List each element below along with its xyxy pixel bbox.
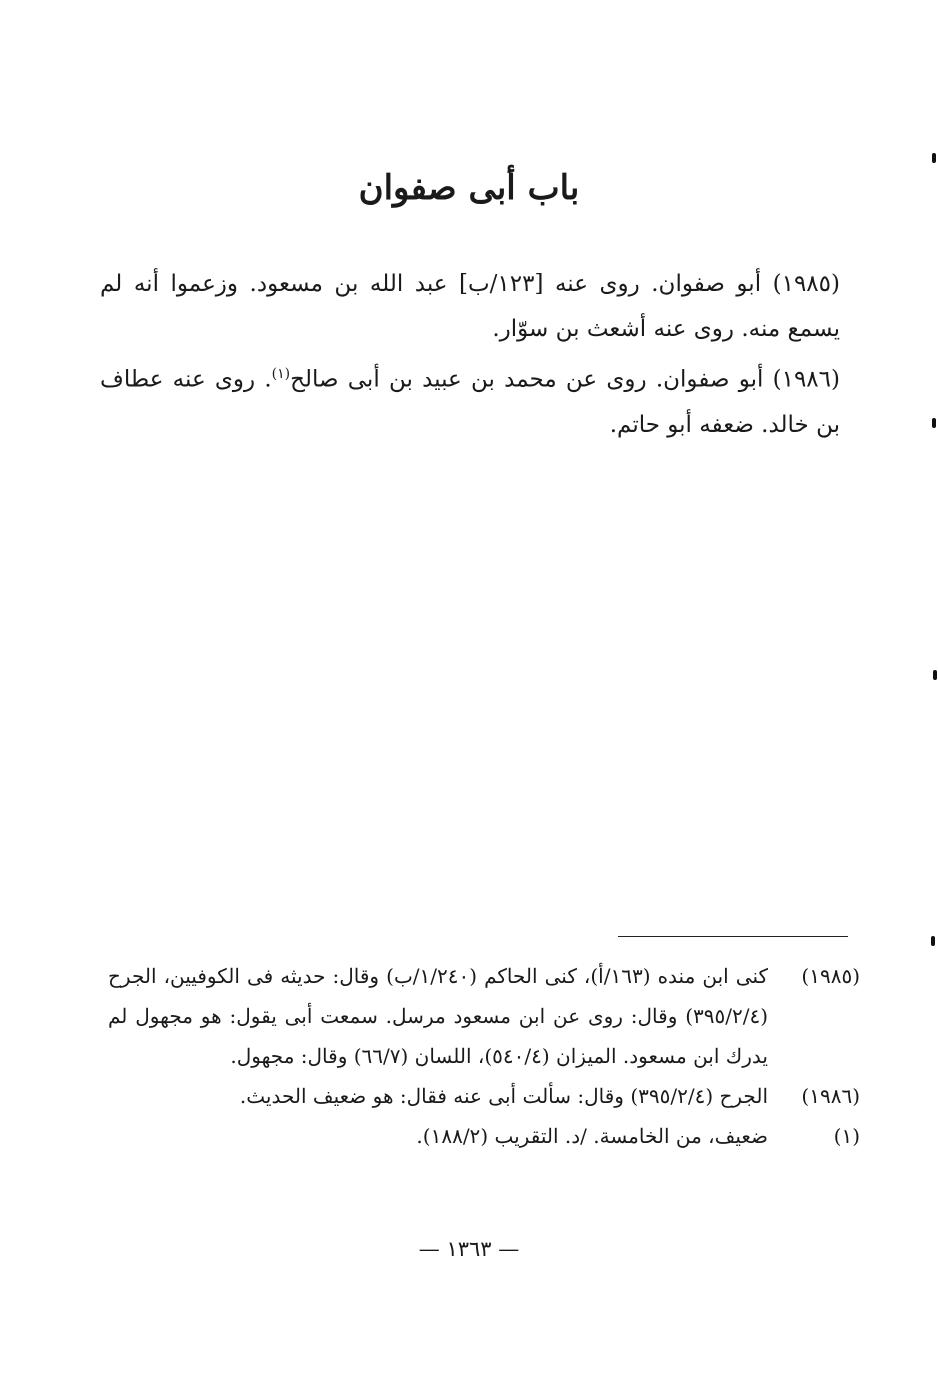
entry-text: (١٩٨٦) أبو صفوان. روى عن محمد بن عبيد بن أبى صالح: [290, 366, 840, 393]
chapter-title: باب أبى صفوان: [358, 168, 580, 208]
scan-margin-mark: [931, 936, 935, 946]
entry-1985: [100, 262, 840, 352]
footnote-1986: [108, 1076, 860, 1116]
scan-margin-mark: [933, 670, 937, 680]
footnote-text: ضعيف، من الخامسة. /د. التقريب (١٨٨/٢).: [416, 1124, 768, 1148]
entry-text-continued: . روى عنه عطاف بن خالد. ضعفه أبو حاتم.: [100, 366, 840, 438]
footnote-1: [108, 1116, 860, 1156]
footnote-text: الجرح (٣٩٥/٢/٤) وقال: سألت أبى عنه فقال: هو ضعيف الحديث.: [239, 1084, 768, 1108]
scan-margin-mark: [932, 153, 936, 163]
footnote-number: (١): [833, 1124, 860, 1148]
footnote-divider: [618, 936, 848, 937]
main-text: [100, 262, 840, 448]
footnotes: [108, 956, 860, 1156]
page-number: — ١٣٦٣ —: [418, 1237, 520, 1261]
footnote-1985: [108, 956, 860, 1076]
scan-margin-mark: [932, 418, 936, 428]
entry-1986: [100, 352, 840, 448]
footnote-number: (١٩٨٥): [801, 964, 860, 988]
footnote-ref[interactable]: (١): [271, 366, 291, 382]
entry-text: (١٩٨٥) أبو صفوان. روى عنه [١٢٣/ب] عبد الله بن مسعود. وزعموا أنه لم يسمع منه. روى عنه أشعث بن سوّار.: [100, 271, 840, 342]
footnote-number: (١٩٨٦): [801, 1084, 860, 1108]
footnote-text: كنى ابن منده (١٦٣/أ)، كنى الحاكم (١/٢٤٠/ب) وقال: حديثه فى الكوفيين، الجرح (٣٩٥/٢/٤) وقال: روى عن ابن مسعود مرسل. سمعت أبى يقول: هو مجهول لم يدرك ابن مسعود. الميزان (٥٤٠/٤)، اللسان (٦٦/٧) وقال: مجهول.: [108, 964, 768, 1068]
